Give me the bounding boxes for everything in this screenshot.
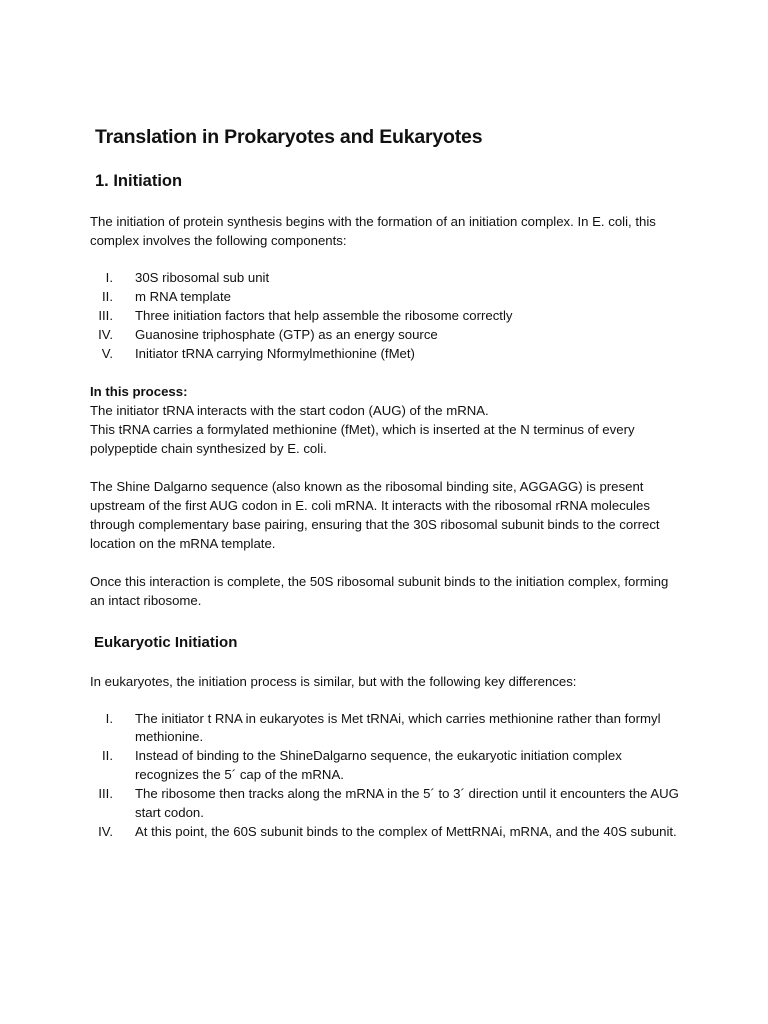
list-item bbox=[90, 345, 680, 364]
process-paragraph-1: The initiator tRNA interacts with the start codon (AUG) of the mRNA. bbox=[90, 402, 489, 418]
list-item-number: III. bbox=[98, 786, 113, 802]
shine-dalgarno-paragraph: The Shine Dalgarno sequence (also known as the ribosomal binding site, AGGAGG) is present upstream of the first AUG codon in E. coli mRNA. It interacts with the ribosomal rRNA molecules through complementary base pairing, ensuring that the 30S ribosomal subunit binds to the correct location on the mRNA template. bbox=[90, 478, 660, 551]
section-heading-eukaryotic-initiation: Eukaryotic Initiation bbox=[94, 633, 238, 651]
list-item-number: II. bbox=[102, 748, 113, 764]
list-item bbox=[90, 785, 680, 823]
list-item-text: The ribosome then tracks along the mRNA in the 5´ to 3´ direction until it encounters the AUG start codon. bbox=[135, 786, 679, 821]
components-list bbox=[90, 269, 680, 364]
list-item bbox=[90, 288, 680, 307]
list-item-number: V. bbox=[101, 345, 113, 361]
list-item-number: IV. bbox=[98, 823, 113, 839]
list-item-number: I. bbox=[105, 710, 113, 726]
list-item bbox=[90, 710, 680, 748]
differences-list bbox=[90, 710, 680, 842]
list-item-text: Three initiation factors that help assemble the ribosome correctly bbox=[135, 307, 513, 323]
list-item bbox=[90, 823, 680, 842]
eukaryotic-intro-paragraph: In eukaryotes, the initiation process is similar, but with the following key differences: bbox=[90, 673, 577, 689]
list-item-text: Instead of binding to the ShineDalgarno sequence, the eukaryotic initiation complex recognizes the 5´ cap of the mRNA. bbox=[135, 748, 622, 783]
process-subheading: In this process: bbox=[90, 383, 188, 399]
list-item bbox=[90, 269, 680, 288]
list-item bbox=[90, 747, 680, 785]
list-item-number: I. bbox=[105, 270, 113, 285]
list-item-text: The initiator t RNA in eukaryotes is Met tRNAi, which carries methionine rather than formyl methionine. bbox=[135, 710, 661, 745]
list-item bbox=[90, 326, 680, 345]
list-item-number: IV. bbox=[98, 326, 113, 342]
document-body bbox=[90, 122, 680, 842]
process-paragraph-2: This tRNA carries a formylated methionine (fMet), which is inserted at the N terminus of every polypeptide chain synthesized by E. coli. bbox=[90, 421, 635, 456]
list-item-text: Guanosine triphosphate (GTP) as an energy source bbox=[135, 326, 438, 342]
list-item-number: II. bbox=[102, 288, 113, 304]
page-title: Translation in Prokaryotes and Eukaryotes bbox=[95, 126, 483, 148]
list-item-text: Initiator tRNA carrying Nformylmethionine (fMet) bbox=[135, 345, 415, 361]
list-item bbox=[90, 307, 680, 326]
list-item-text: m RNA template bbox=[135, 288, 232, 304]
list-item-text: At this point, the 60S subunit binds to the complex of MettRNAi, mRNA, and the 40S subunit. bbox=[135, 823, 677, 839]
initiation-intro-paragraph: The initiation of protein synthesis begins with the formation of an initiation complex. In E. coli, this complex involves the following components: bbox=[90, 214, 656, 248]
section-heading-initiation: 1. Initiation bbox=[95, 172, 183, 190]
list-item-number: III. bbox=[98, 307, 113, 323]
list-item-text: 30S ribosomal sub unit bbox=[135, 270, 270, 285]
ribosome-assembly-paragraph: Once this interaction is complete, the 50S ribosomal subunit binds to the initiation complex, forming an intact ribosome. bbox=[90, 573, 669, 608]
